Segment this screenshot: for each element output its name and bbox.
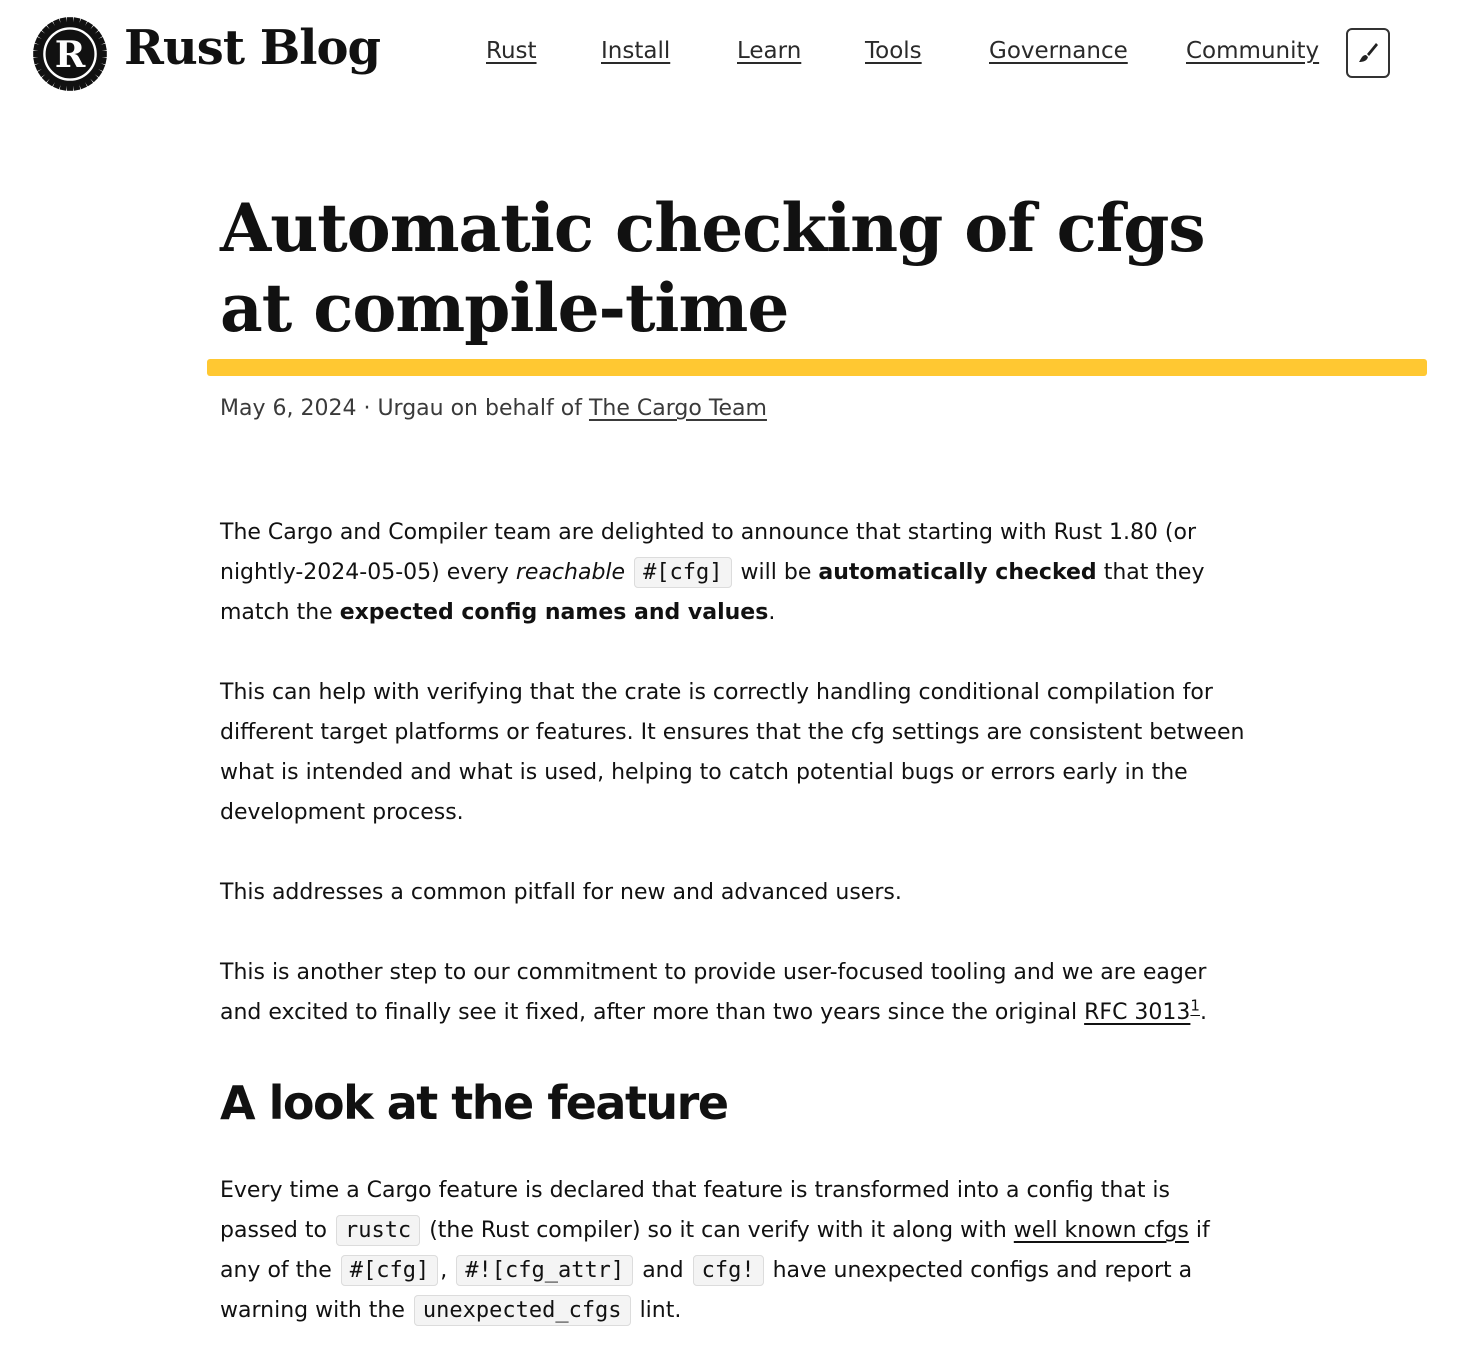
team-link[interactable]: The Cargo Team [588,396,767,421]
paragraph-feature: Every time a Cargo feature is declared that feature is transformed into a config that is passed to rustc (the Rust compiler) so it can verify with it along with well known cfgs if any of the #[cfg] , #![cfg_attr] and cfg! have unexpected configs and report a warning with the unexpected_cfgs lint. [220,1171,1250,1331]
post-date: May 6, 2024 [220,396,357,421]
blog-title[interactable]: Rust Blog [124,20,381,76]
svg-text:R: R [54,31,86,76]
paragraph-verification: This can help with verifying that the crate is correctly handling conditional compilation for different target platforms or features. It ensures that the cfg settings are consistent between what is intended and what is used, helping to catch potential bugs or errors early in the development process. [220,680,1245,825]
emphasis-reachable: reachable [515,560,626,585]
nav-community[interactable]: Community [1186,38,1320,64]
title-accent-rule [207,359,1427,376]
inline-code: cfg! [693,1255,764,1286]
nav-governance[interactable]: Governance [989,38,1128,64]
strong-text: automatically checked [818,560,1097,585]
paintbrush-icon [1357,41,1379,65]
nav-learn[interactable]: Learn [737,38,802,64]
post-body [220,513,1250,1371]
nav-rust[interactable]: Rust [486,38,537,64]
paragraph-intro: The Cargo and Compiler team are delighted to announce that starting with Rust 1.80 (or nightly-2024-05-05) every reachable #[cfg] will be automatically checked that they match the expected config names and values. [220,520,1205,625]
well-known-cfgs-link[interactable]: well known cfgs [1013,1218,1189,1243]
inline-code: #[cfg] [634,557,731,588]
nav-install[interactable]: Install [601,38,671,64]
paragraph-pitfall: This addresses a common pitfall for new and advanced users. [220,880,902,905]
rust-logo-icon[interactable] [30,14,110,94]
inline-code: #![cfg_attr] [456,1255,633,1286]
post-meta [220,396,767,421]
nav-tools[interactable]: Tools [865,38,922,64]
section-heading: A look at the feature [220,1076,728,1130]
meta-separator: · [363,396,371,421]
strong-text: expected config names and values [339,600,769,625]
site-header [0,0,1458,110]
post-title: Automatic checking of cfgs at compile-time [220,189,1205,347]
inline-code: #[cfg] [341,1255,438,1286]
footnote-ref[interactable]: 1 [1190,996,1200,1015]
paragraph-commitment: This is another step to our commitment to provide user-focused tooling and we are eager and excited to finally see it fixed, after more than two years since the original RFC 3013$^1$. [220,960,1207,1025]
inline-code: unexpected_cfgs [414,1295,631,1326]
rfc-link[interactable]: RFC 3013 [1084,1000,1191,1025]
inline-code: rustc [336,1215,420,1246]
post-author: Urgau on behalf of [377,396,582,421]
theme-toggle-button[interactable] [1346,28,1390,78]
